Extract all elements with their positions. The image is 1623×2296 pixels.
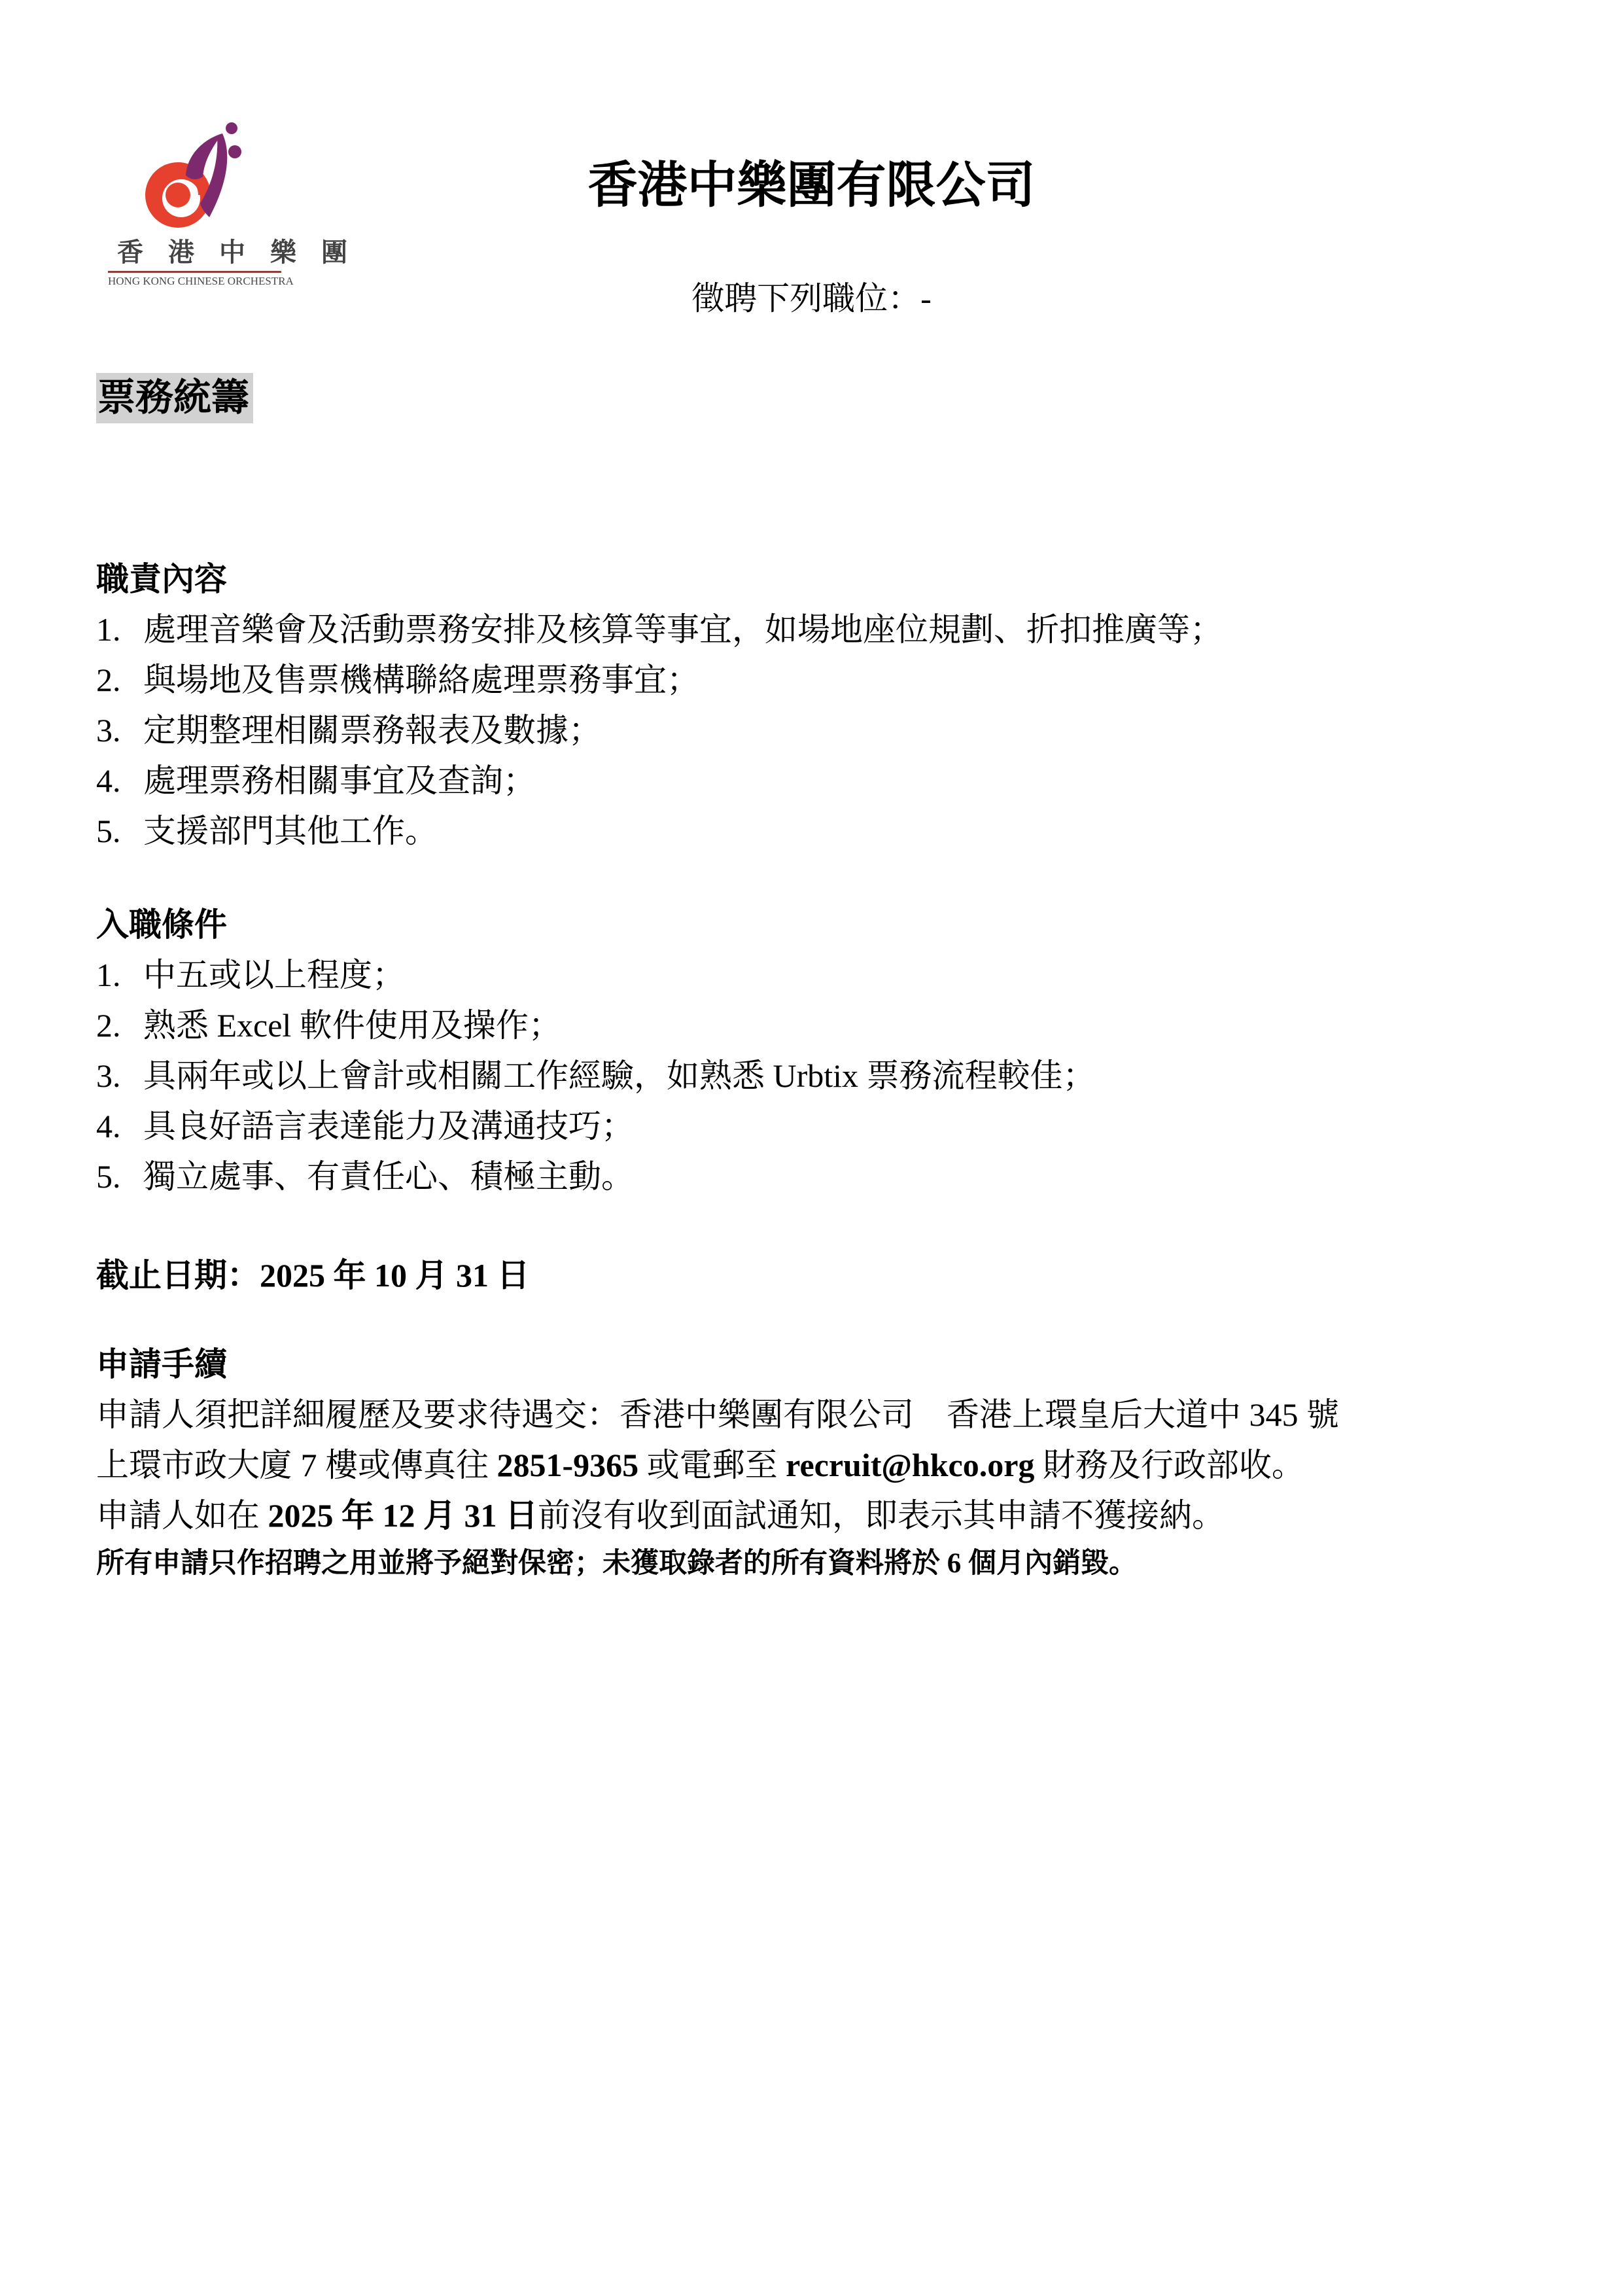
document-header xyxy=(0,0,1623,327)
duties-list xyxy=(96,605,1525,857)
list-item: 1. 中五或以上程度； xyxy=(96,956,405,993)
application-section xyxy=(96,1339,1525,1584)
requirements-list xyxy=(96,950,1525,1202)
list-item: 5. 獨立處事、有責任心、積極主動。 xyxy=(96,1157,634,1195)
list-item: 3. 定期整理相關票務報表及數據； xyxy=(96,711,601,749)
list-item: 4. 具良好語言表達能力及溝通技巧； xyxy=(96,1107,634,1144)
duties-heading: 職責內容 xyxy=(96,560,227,597)
recruitment-subtitle: 徵聘下列職位：- xyxy=(691,279,932,317)
document-content xyxy=(0,373,1623,1584)
logo-chinese-text: 香 港 中 樂 團 xyxy=(117,238,357,267)
list-item: 3. 具兩年或以上會計或相關工作經驗，如熟悉 Urbtix 票務流程較佳； xyxy=(96,1057,1096,1094)
application-line: 上環市政大廈 7 樓或傳真往 2851-9365 或電郵至 recruit@hkco.org 財務及行政部收。 xyxy=(96,1446,1304,1483)
application-line: 申請人如在 2025 年 12 月 31 日前沒有收到面試通知，即表示其申請不獲接納。 xyxy=(96,1496,1225,1534)
company-title: 香港中樂團有限公司 xyxy=(587,158,1036,213)
list-item: 5. 支援部門其他工作。 xyxy=(96,812,438,849)
application-line: 申請人須把詳細履歷及要求待遇交：香港中樂團有限公司 香港上環皇后大道中 345 號 xyxy=(96,1396,1339,1433)
list-item: 4. 處理票務相關事宜及查詢； xyxy=(96,762,536,799)
logo-mark-icon xyxy=(118,118,271,230)
confidentiality-note: 所有申請只作招聘之用並將予絕對保密；未獲取錄者的所有資料將於 6 個月內銷毀。 xyxy=(96,1547,1137,1579)
requirements-heading: 入職條件 xyxy=(96,906,227,943)
job-title-highlight: 票務統籌 xyxy=(96,373,253,423)
application-paragraph xyxy=(96,1390,1525,1541)
list-item: 2. 與場地及售票機構聯絡處理票務事宜； xyxy=(96,661,699,698)
list-item: 2. 熟悉 Excel 軟件使用及操作； xyxy=(96,1006,561,1044)
deadline-line: 截止日期：2025 年 10 月 31 日 xyxy=(96,1256,530,1294)
logo-english-text: HONG KONG CHINESE ORCHESTRA xyxy=(108,275,294,287)
application-heading: 申請手續 xyxy=(96,1345,227,1383)
list-item: 1. 處理音樂會及活動票務安排及核算等事宜，如場地座位規劃、折扣推廣等； xyxy=(96,610,1223,648)
requirements-section xyxy=(96,900,1525,1202)
logo-divider xyxy=(108,271,281,273)
duties-section xyxy=(96,554,1525,857)
hkco-logo xyxy=(108,118,357,288)
